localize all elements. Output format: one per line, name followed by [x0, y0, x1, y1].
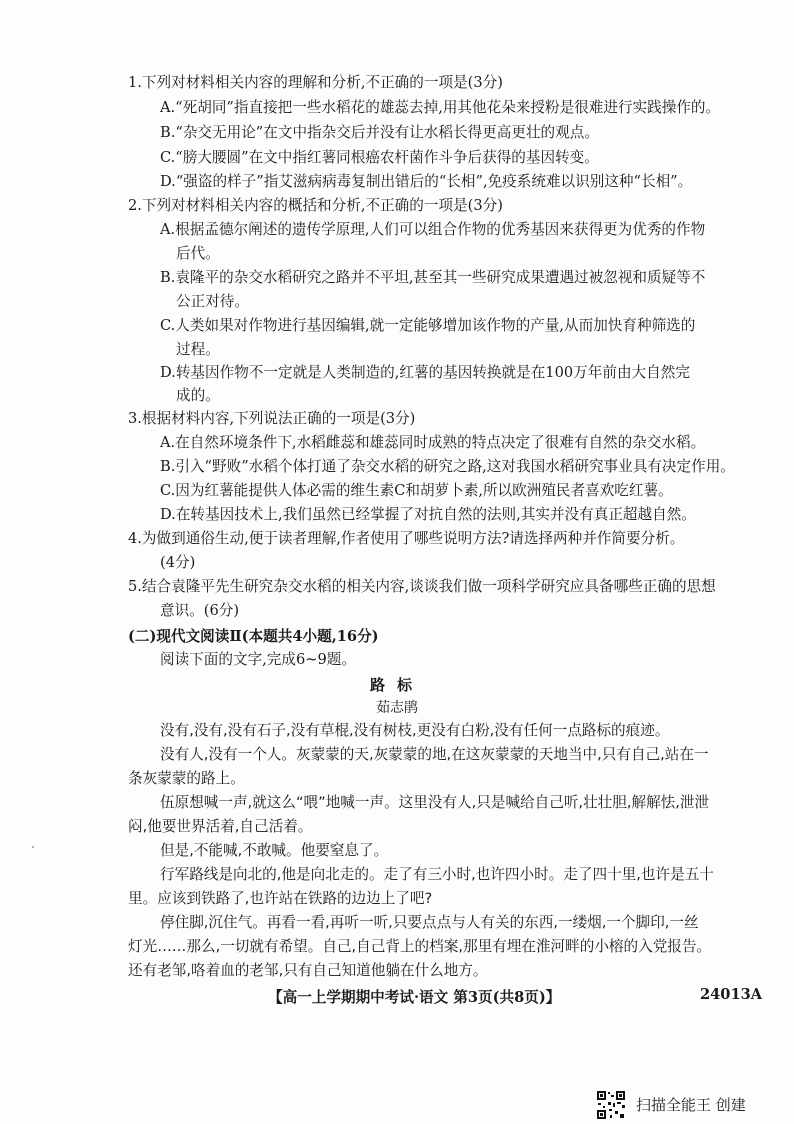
article-paragraph-line: 没有,没有,没有石子,没有草棍,没有树枝,更没有白粉,没有任何一点路标的痕迹。: [160, 722, 670, 739]
article-paragraph-line: 伍原想喊一声,就这么“喂”地喊一声。这里没有人,只是喊给自己听,壮壮胆,解解怯,泄泄: [160, 794, 710, 811]
article-paragraph-line: 还有老邹,咯着血的老邹,只有自己知道他躺在什么地方。: [128, 962, 488, 979]
article-title: 路标: [369, 676, 424, 694]
q3-stem: 3.根据材料内容,下列说法正确的一项是(3分): [128, 410, 416, 427]
q1-option-a: A.“死胡同”指直接把一些水稻花的雄蕊去掉,用其他花朵来授粉是很难进行实践操作的。: [160, 99, 721, 116]
q2-option-b-line2: 公正对待。: [176, 293, 249, 310]
article-author: 茹志鹃: [376, 700, 418, 716]
q1-option-c: C.“膀大腰圆”在文中指红薯同根癌农杆菌作斗争后获得的基因转变。: [160, 149, 599, 166]
q2-option-d-line2: 成的。: [176, 387, 220, 404]
q3-option-b: B.引入“野败”水稻个体打通了杂交水稻的研究之路,这对我国水稻研究事业具有决定作用。: [160, 458, 735, 475]
q4-line2: (4分): [160, 554, 196, 571]
q1-option-b: B.“杂交无用论”在文中指杂交后并没有让水稻长得更高更壮的观点。: [160, 124, 599, 141]
q1-option-d: D.“强盗的样子”指艾滋病病毒复制出错后的“长相”,免疫系统难以识别这种“长相”。: [160, 173, 693, 190]
q3-option-a: A.在自然环境条件下,水稻雌蕊和雄蕊同时成熟的特点决定了很难有自然的杂交水稻。: [160, 434, 706, 451]
article-paragraph-line: 但是,不能喊,不敢喊。他要窒息了。: [160, 842, 389, 859]
q3-option-c: C.因为红薯能提供人体必需的维生素C和胡萝卜素,所以欧洲殖民者喜欢吃红薯。: [160, 482, 673, 499]
article-paragraph-line: 灯光……那么,一切就有希望。自己,自己背上的档案,那里有埋在淮河畔的小榕的入党报告。: [128, 938, 712, 955]
q3-option-d: D.在转基因技术上,我们虽然已经掌握了对抗自然的法则,其实并没有真正超越自然。: [160, 506, 696, 523]
q5-line2: 意识。(6分): [160, 602, 240, 619]
q2-option-a-line2: 后代。: [176, 245, 220, 262]
q2-option-c-line2: 过程。: [176, 341, 220, 358]
q5-line1: 5.结合袁隆平先生研究杂交水稻的相关内容,谈谈我们做一项科学研究应具备哪些正确的思想: [128, 578, 716, 595]
q2-option-d-line1: D.转基因作物不一定就是人类制造的,红薯的基因转换就是在100万年前由大自然完: [160, 364, 690, 381]
q2-stem: 2.下列对材料相关内容的概括和分析,不正确的一项是(3分): [128, 197, 503, 214]
scanner-watermark: [596, 1090, 790, 1116]
q2-option-a-line1: A.根据孟德尔阐述的遗传学原理,人们可以组合作物的优秀基因来获得更为优秀的作物: [160, 221, 706, 238]
page-footer: 【高一上学期期中考试·语文 第3页(共8页)】: [268, 989, 561, 1006]
article-paragraph-line: 没有人,没有一个人。灰蒙蒙的天,灰蒙蒙的地,在这灰蒙蒙的天地当中,只有自己,站在一: [160, 746, 709, 763]
article-paragraph-line: 停住脚,沉住气。再看一看,再听一听,只要点点与人有关的东西,一缕烟,一个脚印,一丝: [160, 914, 699, 931]
exam-code: 24013A: [700, 986, 763, 1003]
article-paragraph-line: 里。应该到铁路了,也许站在铁路的边边上了吧?: [128, 890, 433, 907]
article-paragraph-line: 条灰蒙蒙的路上。: [128, 770, 245, 787]
q1-stem: 1.下列对材料相关内容的理解和分析,不正确的一项是(3分): [128, 74, 503, 91]
q2-option-c-line1: C.人类如果对作物进行基因编辑,就一定能够增加该作物的产量,从而加快育种筛选的: [160, 317, 696, 334]
q2-option-b-line1: B.袁隆平的杂交水稻研究之路并不平坦,甚至其一些研究成果遭遇过被忽视和质疑等不: [160, 269, 706, 286]
scan-speck: [32, 846, 34, 848]
qr-code-icon: [596, 1090, 626, 1120]
watermark-text: 扫描全能王 创建: [636, 1096, 746, 1114]
article-paragraph-line: 闷,他要世界活着,自己活着。: [128, 818, 313, 835]
article-paragraph-line: 行军路线是向北的,他是向北走的。走了有三小时,也许四小时。走了四十里,也许是五十: [160, 866, 714, 883]
section-instruction: 阅读下面的文字,完成6~9题。: [160, 651, 356, 668]
section-heading: (二)现代文阅读Ⅱ(本题共4小题,16分): [128, 628, 379, 645]
q4-line1: 4.为做到通俗生动,便于读者理解,作者使用了哪些说明方法?请选择两种并作简要分析。: [128, 530, 685, 547]
